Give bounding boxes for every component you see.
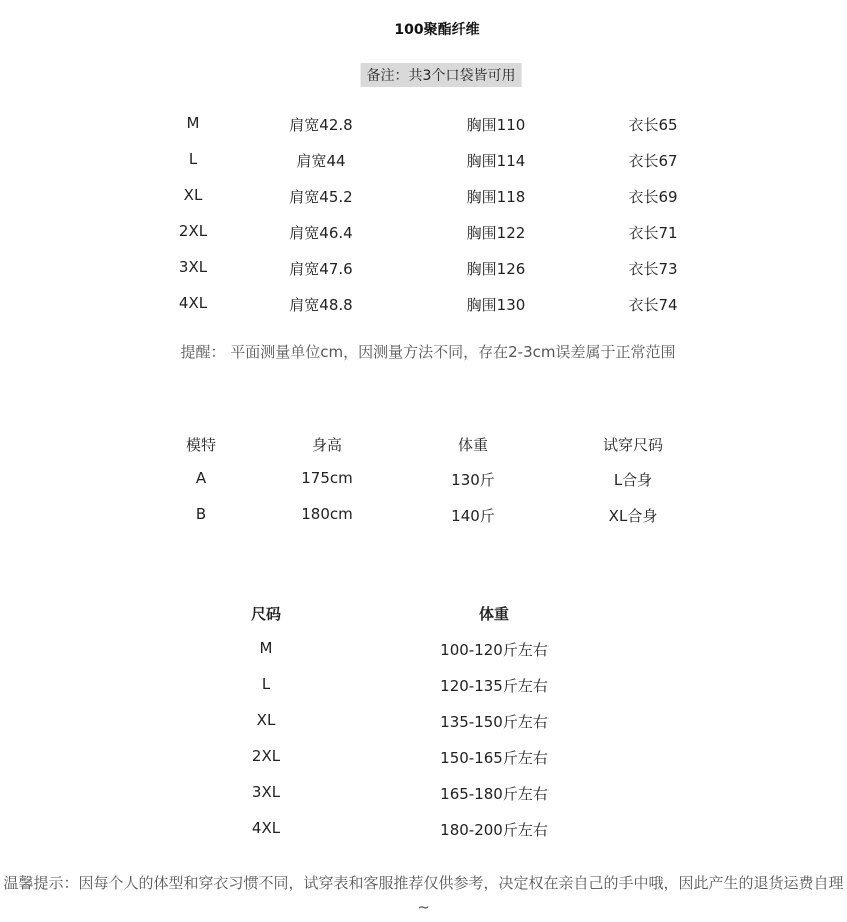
chest-size: 胸围130 — [466, 296, 526, 314]
size-label: L — [261, 675, 271, 693]
table-header: 身高 — [311, 436, 343, 454]
weight-range: 100-120斤左右 — [440, 641, 548, 659]
size-label: XL — [183, 186, 203, 204]
garment-length: 衣长73 — [628, 260, 678, 278]
size-label: M — [259, 639, 273, 657]
weight-range: 150-165斤左右 — [440, 749, 548, 767]
weight-range: 180-200斤左右 — [440, 821, 548, 839]
size-label: 4XL — [178, 294, 208, 312]
size-label: XL — [256, 711, 276, 729]
model-weight: 130斤 — [451, 471, 495, 489]
weight-range: 165-180斤左右 — [440, 785, 548, 803]
shoulder-width: 肩宽45.2 — [289, 188, 353, 206]
warm-tip: 温馨提示：因每个人的体型和穿衣习惯不同，试穿表和客服推荐仅供参考，决定权在亲自己的手中哦，因此产生的退货运费自理~ — [3, 874, 844, 916]
model-name: A — [195, 469, 207, 487]
garment-length: 衣长65 — [628, 116, 678, 134]
table-header: 尺码 — [250, 605, 282, 623]
table-header: 模特 — [185, 436, 217, 454]
table-header: 试穿尺码 — [602, 436, 664, 454]
page-title: 100聚酯纤维 — [394, 22, 480, 38]
size-label: 3XL — [178, 258, 208, 276]
shoulder-width: 肩宽47.6 — [289, 260, 353, 278]
size-label: L — [188, 150, 198, 168]
chest-size: 胸围126 — [466, 260, 526, 278]
weight-range: 135-150斤左右 — [440, 713, 548, 731]
shoulder-width: 肩宽44 — [296, 152, 346, 170]
shoulder-width: 肩宽42.8 — [289, 116, 353, 134]
model-fit-size: XL合身 — [608, 507, 658, 525]
model-name: B — [195, 505, 207, 523]
table-header: 体重 — [457, 436, 489, 454]
shoulder-width: 肩宽48.8 — [289, 296, 353, 314]
size-label: 2XL — [178, 222, 208, 240]
model-weight: 140斤 — [451, 507, 495, 525]
garment-length: 衣长71 — [628, 224, 678, 242]
size-label: M — [186, 114, 200, 132]
shoulder-width: 肩宽46.4 — [289, 224, 353, 242]
measurement-tip: 提醒： 平面测量单位cm，因测量方法不同，存在2-3cm误差属于正常范围 — [180, 343, 676, 361]
weight-range: 120-135斤左右 — [440, 677, 548, 695]
size-label: 3XL — [251, 783, 281, 801]
garment-length: 衣长67 — [628, 152, 678, 170]
model-height: 175cm — [301, 469, 353, 487]
model-height: 180cm — [301, 505, 353, 523]
chest-size: 胸围122 — [466, 224, 526, 242]
size-label: 2XL — [251, 747, 281, 765]
garment-length: 衣长74 — [628, 296, 678, 314]
garment-length: 衣长69 — [628, 188, 678, 206]
pocket-note: 备注：共3个口袋皆可用 — [361, 63, 522, 87]
model-fit-size: L合身 — [613, 471, 653, 489]
chest-size: 胸围118 — [466, 188, 526, 206]
table-header: 体重 — [478, 605, 510, 623]
chest-size: 胸围110 — [466, 116, 526, 134]
chest-size: 胸围114 — [466, 152, 526, 170]
size-label: 4XL — [251, 819, 281, 837]
